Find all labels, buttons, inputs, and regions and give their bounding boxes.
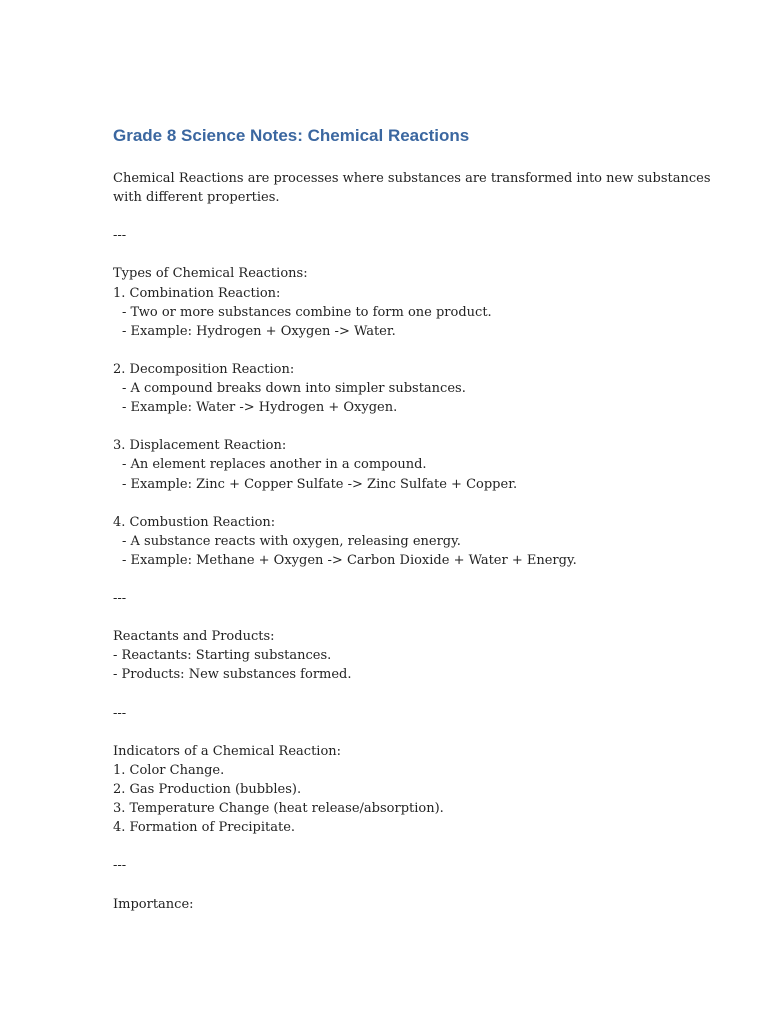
indicator-item: 4. Formation of Precipitate.: [113, 820, 296, 836]
reaction-title: 4. Combustion Reaction:: [113, 514, 276, 530]
reactants-item: - Products: New substances formed.: [113, 667, 352, 683]
document-body: [113, 120, 711, 914]
indicator-item: 3. Temperature Change (heat release/absorption).: [113, 801, 444, 817]
types-heading: Types of Chemical Reactions:: [113, 266, 308, 282]
blank-line: [113, 207, 673, 226]
intro-line-2: with different properties.: [113, 190, 280, 206]
reaction-description: - Two or more substances combine to form one product.: [122, 304, 492, 320]
reaction-description: - A compound breaks down into simpler substances.: [122, 381, 466, 397]
spacer: [113, 152, 673, 169]
blank-line: [113, 570, 673, 589]
indicators-heading: Indicators of a Chemical Reaction:: [113, 743, 342, 759]
reaction-title: 2. Decomposition Reaction:: [113, 361, 295, 377]
blank-line: [113, 245, 673, 264]
reaction-description: - A substance reacts with oxygen, releasing energy.: [122, 533, 461, 549]
reaction-example: - Example: Hydrogen + Oxygen -> Water.: [122, 323, 396, 339]
blank-line: [113, 837, 673, 856]
reaction-example: - Example: Zinc + Copper Sulfate -> Zinc Sulfate + Copper.: [122, 476, 518, 492]
separator: ---: [113, 228, 127, 244]
separator: ---: [113, 858, 127, 874]
separator: ---: [113, 705, 127, 721]
reaction-example: - Example: Water -> Hydrogen + Oxygen.: [122, 400, 398, 416]
reactants-heading: Reactants and Products:: [113, 629, 275, 645]
document-title: Grade 8 Science Notes: Chemical Reactions: [113, 126, 470, 145]
reaction-title: 1. Combination Reaction:: [113, 285, 281, 301]
indicator-item: 2. Gas Production (bubbles).: [113, 782, 302, 797]
reaction-description: - An element replaces another in a compound.: [122, 457, 427, 473]
intro-line-1: Chemical Reactions are processes where substances are transformed into new substances: [113, 171, 711, 186]
importance-heading: Importance:: [113, 896, 194, 912]
reaction-example: - Example: Methane + Oxygen -> Carbon Dioxide + Water + Energy.: [122, 552, 577, 568]
indicator-item: 1. Color Change.: [113, 762, 225, 778]
blank-line: [113, 875, 673, 894]
blank-line: [113, 494, 673, 513]
blank-line: [113, 608, 673, 627]
blank-line: [113, 685, 673, 704]
separator: ---: [113, 591, 127, 607]
reaction-title: 3. Displacement Reaction:: [113, 438, 287, 454]
blank-line: [113, 341, 673, 360]
blank-line: [113, 723, 673, 742]
blank-line: [113, 417, 673, 436]
reactants-item: - Reactants: Starting substances.: [113, 648, 332, 664]
